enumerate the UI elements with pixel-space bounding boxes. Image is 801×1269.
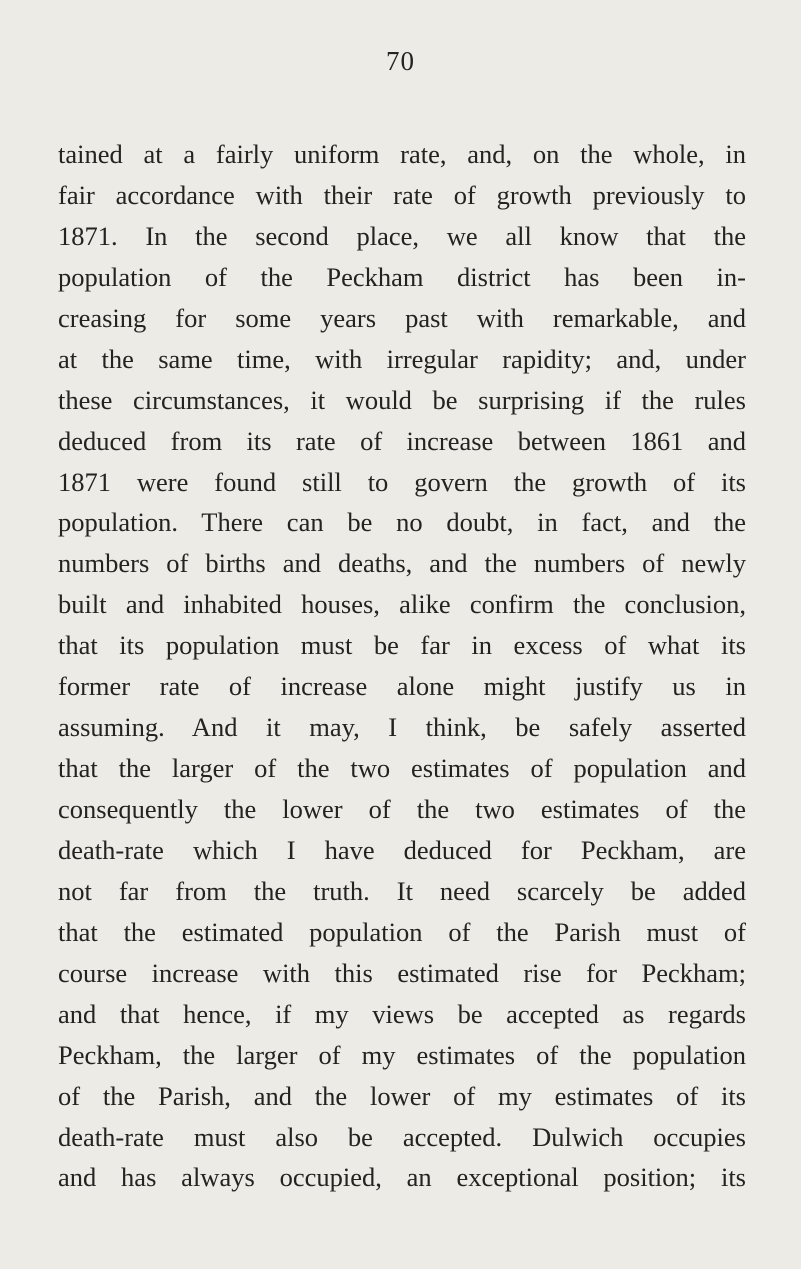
text-line: of the Parish, and the lower of my estimates of its [58, 1080, 746, 1111]
page-number: 70 [386, 46, 415, 76]
text-line: consequently the lower of the two estimates of the [58, 794, 746, 824]
text-line: and has always occupied, an exceptional position; its [58, 1162, 746, 1193]
text-line: death-rate must also be accepted. Dulwich occupies [58, 1121, 746, 1152]
text-line: and that hence, if my views be accepted as regards [58, 998, 746, 1029]
text-line: population. There can be no doubt, in fact, and the [58, 507, 746, 538]
text-line: fair accordance with their rate of growth previously to [58, 179, 746, 210]
text-line: that the larger of the two estimates of population and [58, 753, 746, 784]
text-line: death-rate which I have deduced for Peckham, are [58, 834, 746, 865]
text-line: tained at a fairly uniform rate, and, on the whole, in [58, 139, 746, 169]
text-line: deduced from its rate of increase between 1861 and [58, 425, 746, 456]
text-line: built and inhabited houses, alike confirm the conclusion, [58, 589, 746, 620]
text-line: assuming. And it may, I think, be safely asserted [58, 712, 746, 743]
text-line: numbers of births and deaths, and the numbers of newly [58, 548, 746, 579]
text-line: Peckham, the larger of my estimates of the population [58, 1039, 746, 1070]
text-line: that the estimated population of the Parish must of [58, 916, 746, 947]
text-line: that its population must be far in excess of what its [58, 630, 746, 661]
text-line: not far from the truth. It need scarcely be added [58, 875, 746, 906]
body-text [58, 134, 746, 1198]
text-line: former rate of increase alone might justify us in [58, 671, 746, 702]
text-line: creasing for some years past with remarkable, and [58, 302, 746, 333]
text-line: 1871. In the second place, we all know that the [58, 220, 746, 251]
text-line: 1871 were found still to govern the growth of its [58, 466, 746, 497]
text-line: these circumstances, it would be surprising if the rules [58, 384, 746, 415]
text-line: population of the Peckham district has been in- [58, 261, 746, 292]
text-line: course increase with this estimated rise for Peckham; [58, 957, 746, 988]
text-line: at the same time, with irregular rapidity; and, under [58, 343, 746, 374]
